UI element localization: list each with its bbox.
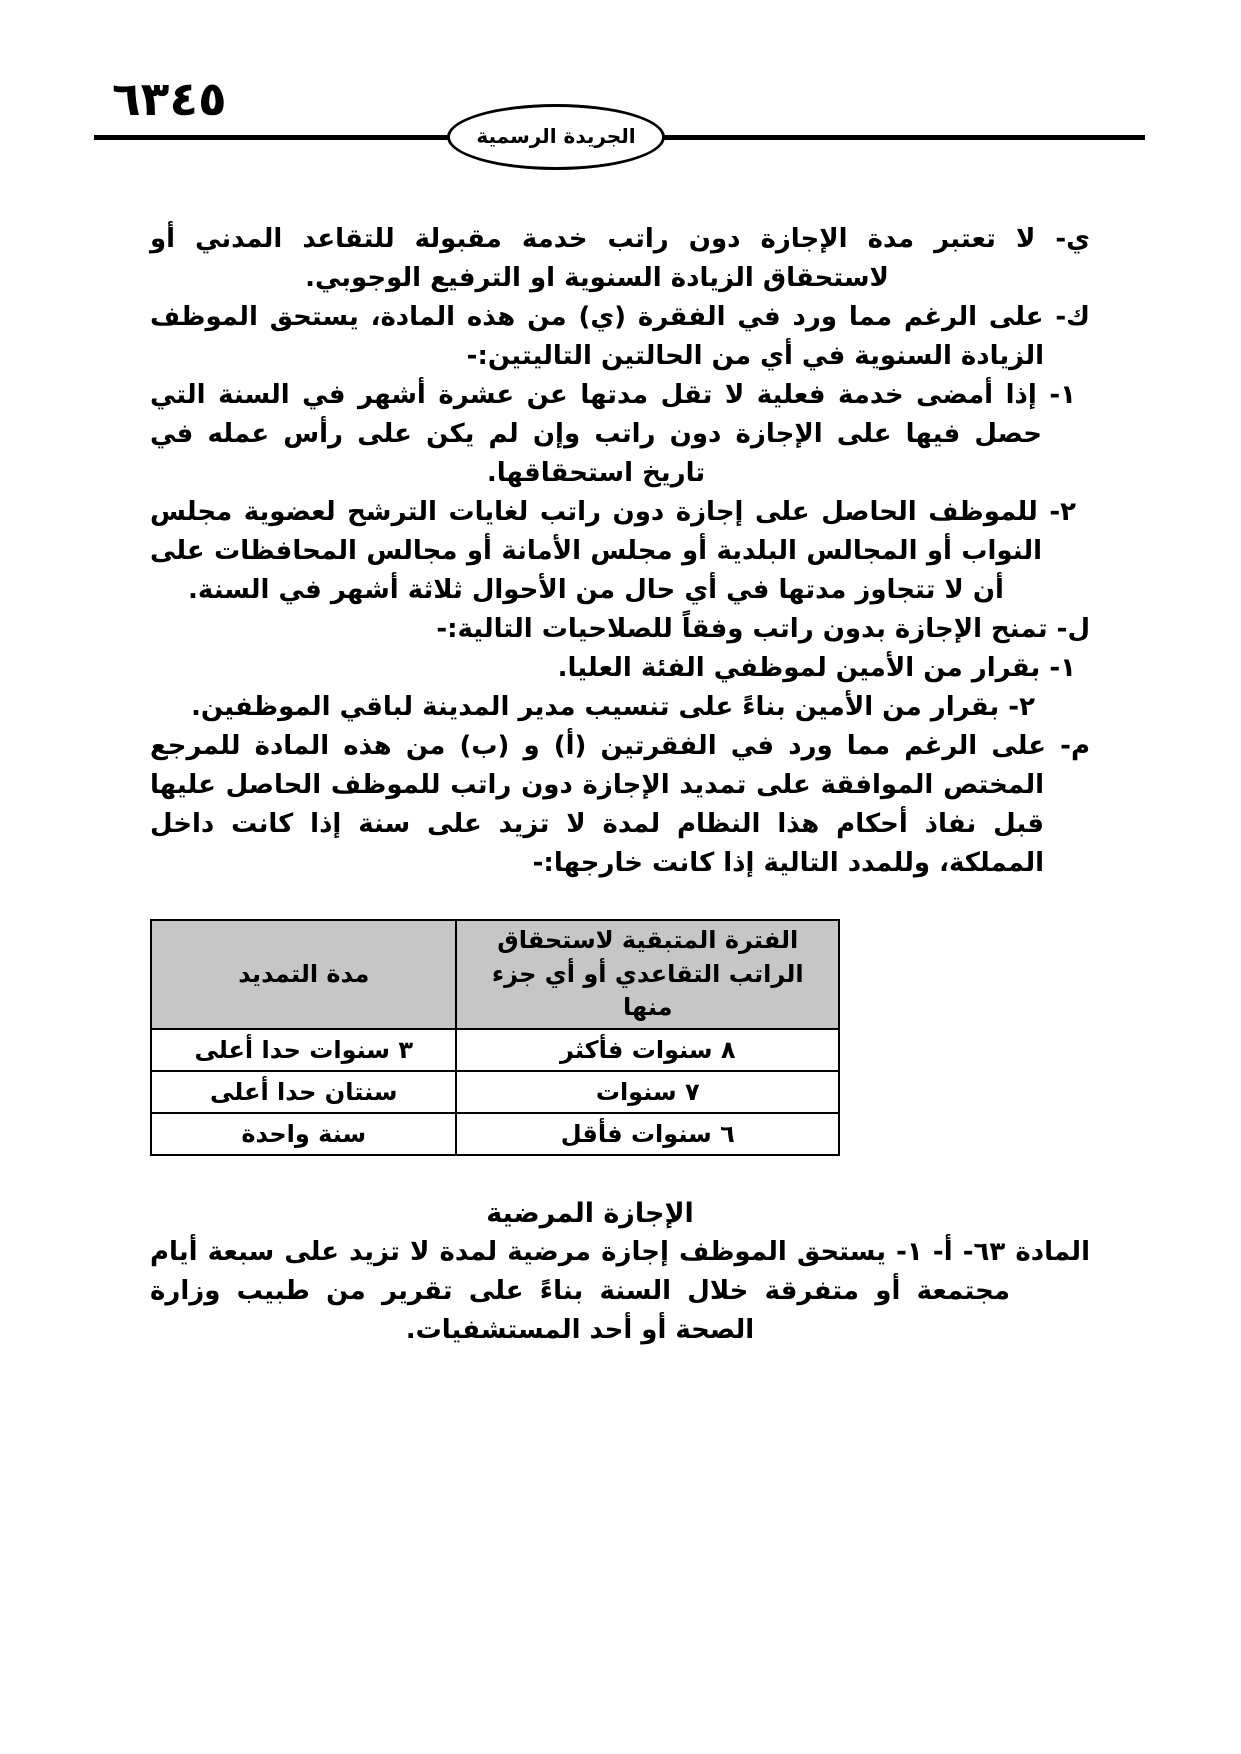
clause-l: ل- تمنح الإجازة بدون راتب وفقاً للصلاحيات التالية:-: [436, 614, 1090, 644]
table-cell: ٨ سنوات فأكثر: [456, 1029, 839, 1071]
clause-m: م- على الرغم مما ورد في الفقرتين (أ) و (ب) من هذه المادة للمرجع المختص الموافقة على تمديد الإجازة دون راتب للموظف الحاصل عليها قبل نفاذ أحكام هذا النظام لمدة لا تزيد على سنة إذا كانت داخل المملكة، وللمدد التالية إذا كانت خارجها:-: [150, 731, 1090, 878]
page-header: [0, 72, 1241, 180]
clause-y: ي- لا تعتبر مدة الإجازة دون راتب خدمة مقبولة للتقاعد المدني أو لاستحقاق الزيادة السنوية او الترفيع الوجوبي.: [150, 224, 1090, 293]
clause-l-item-1: ١- بقرار من الأمين لموظفي الفئة العليا.: [557, 653, 1076, 683]
gazette-title-ellipse: [447, 104, 665, 170]
table-row: [151, 1029, 839, 1071]
document-body: [150, 220, 1090, 1350]
clause-k-item-2: ٢- للموظف الحاصل على إجازة دون راتب لغايات الترشح لعضوية مجلس النواب أو المجالس البلدية أو مجلس الأمانة أو مجالس المحافظات على أن لا تتجاوز مدتها في أي حال من الأحوال ثلاثة أشهر في السنة.: [150, 497, 1076, 605]
clause-k-item-1: ١- إذا أمضى خدمة فعلية لا تقل مدتها عن عشرة أشهر في السنة التي حصل فيها على الإجازة دون راتب وإن لم يكن على رأس عمله في تاريخ استحقاقها.: [150, 380, 1076, 488]
table-header-remaining-period: الفترة المتبقية لاستحقاق الراتب التقاعدي أو أي جزء منها: [456, 920, 839, 1029]
table-cell: ٦ سنوات فأقل: [456, 1113, 839, 1155]
clause-l-item-2: ٢- بقرار من الأمين بناءً على تنسيب مدير المدينة لباقي الموظفين.: [191, 692, 1035, 722]
table-header-extension-duration: مدة التمديد: [151, 920, 456, 1029]
table-row: [151, 1113, 839, 1155]
article-63-clause: المادة ٦٣- أ- ١- يستحق الموظف إجازة مرضية لمدة لا تزيد على سبعة أيام مجتمعة أو متفرقة خلال السنة بناءً على تقرير من طبيب وزارة الصحة أو أحد المستشفيات.: [150, 1236, 1090, 1345]
gazette-title: الجريدة الرسمية: [476, 124, 636, 148]
table-cell: ٧ سنوات: [456, 1071, 839, 1113]
table-cell: سنة واحدة: [151, 1113, 456, 1155]
clause-k: ك- على الرغم مما ورد في الفقرة (ي) من هذه المادة، يستحق الموظف الزيادة السنوية في أي من الحالتين التاليتين:-: [150, 302, 1090, 371]
table-row: [151, 1071, 839, 1113]
table-cell: سنتان حدا أعلى: [151, 1071, 456, 1113]
page-number: ٦٣٤٥: [112, 72, 227, 127]
sick-leave-section-title: الإجازة المرضية: [486, 1197, 694, 1229]
table-header-row: [151, 920, 839, 1029]
extension-periods-table: [150, 919, 840, 1156]
table-cell: ٣ سنوات حدا أعلى: [151, 1029, 456, 1071]
